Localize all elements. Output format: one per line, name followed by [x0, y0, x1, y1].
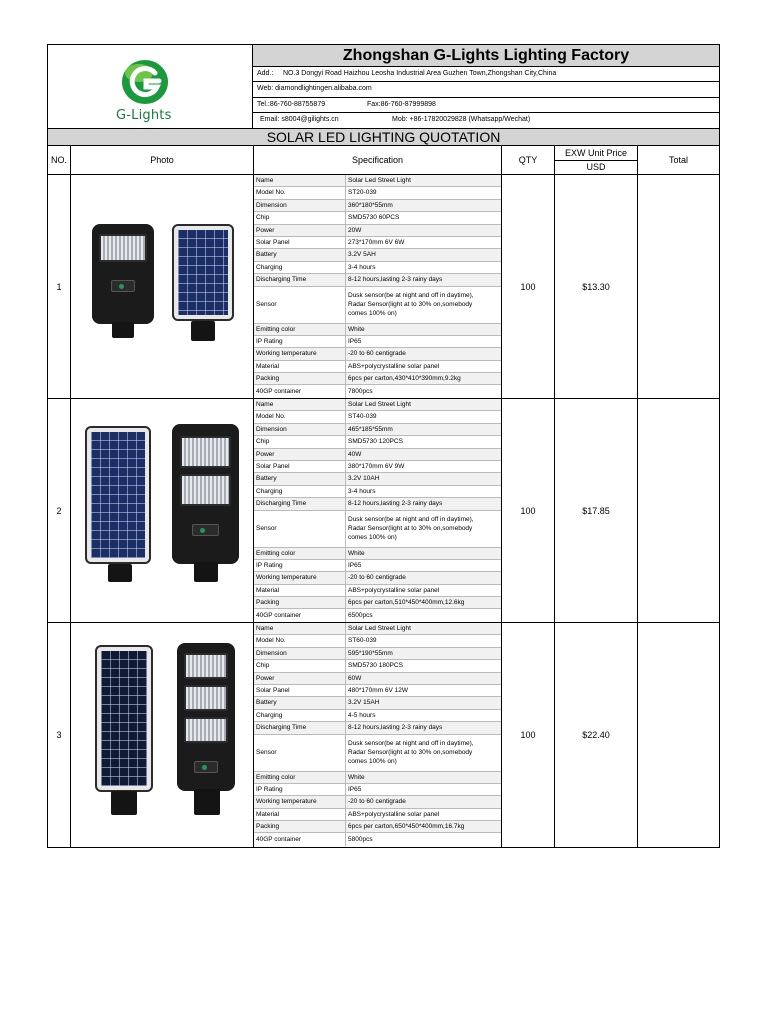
logo-text: G-Lights — [116, 108, 172, 123]
spec-key: Power — [254, 673, 346, 684]
spec-value: Solar Led Street Light — [346, 623, 501, 634]
spec-row — [254, 249, 501, 261]
spec-key: Name — [254, 623, 346, 634]
spec-row — [254, 648, 501, 660]
spec-row — [254, 585, 501, 597]
spec-value: ST40-039 — [346, 411, 501, 422]
spec-row — [254, 385, 501, 397]
spec-row — [254, 809, 501, 821]
spec-value: -20 to 60 centigrade — [346, 796, 501, 807]
email-mob-row — [253, 113, 719, 128]
product-row — [48, 175, 719, 399]
mob-value: Mob: +86-17820029828 (Whatsapp/Wechat) — [392, 115, 531, 123]
g-lights-logo-icon — [121, 59, 169, 105]
spec-key: Emitting color — [254, 324, 346, 335]
col-price-label: EXW Unit Price — [555, 146, 637, 161]
spec-key: Emitting color — [254, 548, 346, 559]
spec-key: 40GP container — [254, 609, 346, 621]
spec-cell — [254, 399, 502, 622]
spec-row — [254, 361, 501, 373]
spec-row — [254, 486, 501, 498]
spec-key: Model No. — [254, 635, 346, 646]
spec-value: White — [346, 324, 501, 335]
spec-key: Model No. — [254, 187, 346, 198]
spec-key: Discharging Time — [254, 722, 346, 733]
product-qty: 100 — [502, 175, 555, 398]
spec-value: SMD5730 60PCS — [346, 212, 501, 223]
spec-key: Chip — [254, 660, 346, 671]
spec-key: Power — [254, 449, 346, 460]
spec-key: IP Rating — [254, 784, 346, 795]
web-value: Web: diamondlightingen.alibaba.com — [257, 85, 372, 93]
spec-value: 360*180*55mm — [346, 200, 501, 211]
mount-bracket-icon — [111, 791, 137, 815]
product-photo — [71, 175, 254, 398]
spec-row — [254, 597, 501, 609]
spec-row — [254, 274, 501, 286]
product-row — [48, 623, 719, 847]
spec-key: Solar Panel — [254, 461, 346, 472]
product-total — [638, 623, 719, 847]
spec-value: 380*170mm 6V 9W — [346, 461, 501, 472]
spec-key: Name — [254, 175, 346, 186]
column-header-row — [48, 146, 719, 175]
solar-panel-icon — [85, 426, 151, 564]
mount-bracket-icon — [112, 322, 134, 338]
spec-value: 8-12 hours,lasting 2-3 rainy days — [346, 274, 501, 285]
spec-key: Packing — [254, 597, 346, 608]
spec-value: SMD5730 120PCS — [346, 436, 501, 447]
spec-key: Sensor — [254, 287, 346, 323]
spec-value: 3.2V 15AH — [346, 697, 501, 708]
col-qty: QTY — [502, 146, 555, 174]
spec-row — [254, 436, 501, 448]
spec-row — [254, 373, 501, 385]
spec-value: 595*190*55mm — [346, 648, 501, 659]
spec-value: Dusk sensor(be at night and off in daytime), Radar Sensor(light at to 30% on,somebody comes 100% on) — [346, 735, 501, 771]
spec-key: Dimension — [254, 200, 346, 211]
company-header — [48, 45, 719, 129]
spec-row — [254, 697, 501, 709]
spec-key: Packing — [254, 821, 346, 832]
spec-key: Discharging Time — [254, 498, 346, 509]
spec-key: Material — [254, 585, 346, 596]
product-row — [48, 399, 719, 623]
spec-value: ST20-039 — [346, 187, 501, 198]
spec-row — [254, 200, 501, 212]
spec-value: White — [346, 772, 501, 783]
address-label: Add.: — [257, 70, 274, 77]
email-value: Email: s8004@gilights.cn — [260, 115, 339, 123]
company-info — [253, 45, 719, 128]
company-name: Zhongshan G-Lights Lighting Factory — [253, 45, 719, 67]
spec-row — [254, 287, 501, 324]
spec-value: 273*170mm 6V 6W — [346, 237, 501, 248]
spec-value: -20 to 60 centigrade — [346, 572, 501, 583]
spec-key: Emitting color — [254, 772, 346, 783]
spec-value: 7800pcs — [346, 385, 501, 397]
logo-cell — [48, 45, 253, 128]
spec-key: Sensor — [254, 511, 346, 547]
spec-row — [254, 796, 501, 808]
spec-row — [254, 511, 501, 548]
spec-value: -20 to 60 centigrade — [346, 348, 501, 359]
spec-key: 40GP container — [254, 833, 346, 845]
spec-value: IP65 — [346, 336, 501, 347]
product-total — [638, 399, 719, 622]
spec-value: 6pcs per carton,650*450*400mm,16.7kg — [346, 821, 501, 832]
spec-row — [254, 175, 501, 187]
mount-bracket-icon — [194, 789, 220, 815]
spec-row — [254, 498, 501, 510]
quotation-sheet — [47, 44, 720, 848]
spec-value: ABS+polycrystalline solar panel — [346, 585, 501, 596]
web-row — [253, 82, 719, 97]
spec-key: Packing — [254, 373, 346, 384]
spec-value: IP65 — [346, 560, 501, 571]
spec-row — [254, 772, 501, 784]
col-photo: Photo — [71, 146, 254, 174]
spec-key: Charging — [254, 710, 346, 721]
product-photo — [71, 623, 254, 847]
spec-row — [254, 735, 501, 772]
spec-key: Material — [254, 361, 346, 372]
product-price: $13.30 — [555, 175, 638, 398]
spec-row — [254, 262, 501, 274]
spec-row — [254, 784, 501, 796]
spec-key: Battery — [254, 697, 346, 708]
spec-table — [254, 623, 501, 846]
spec-row — [254, 623, 501, 635]
spec-value: 6pcs per carton,430*410*390mm,9.2kg — [346, 373, 501, 384]
spec-row — [254, 548, 501, 560]
spec-key: Charging — [254, 486, 346, 497]
spec-row — [254, 461, 501, 473]
spec-row — [254, 560, 501, 572]
col-price — [555, 146, 638, 174]
spec-key: Discharging Time — [254, 274, 346, 285]
mount-bracket-icon — [194, 562, 218, 582]
spec-value: 4-5 hours — [346, 710, 501, 721]
spec-key: Charging — [254, 262, 346, 273]
spec-key: Working temperature — [254, 796, 346, 807]
spec-value: 5800pcs — [346, 833, 501, 845]
tel-fax-row — [253, 98, 719, 113]
spec-value: SMD5730 180PCS — [346, 660, 501, 671]
product-no: 1 — [48, 175, 71, 398]
spec-value: 8-12 hours,lasting 2-3 rainy days — [346, 498, 501, 509]
spec-row — [254, 609, 501, 621]
tel-value: Tel.:86-760-88755879 — [257, 100, 326, 108]
spec-value: ABS+polycrystalline solar panel — [346, 361, 501, 372]
spec-key: Dimension — [254, 648, 346, 659]
product-price: $17.85 — [555, 399, 638, 622]
spec-value: 6500pcs — [346, 609, 501, 621]
spec-row — [254, 187, 501, 199]
spec-key: Battery — [254, 473, 346, 484]
spec-value: 6pcs per carton,510*450*400mm,12.6kg — [346, 597, 501, 608]
spec-value: 8-12 hours,lasting 2-3 rainy days — [346, 722, 501, 733]
lamp-front-icon — [172, 424, 239, 564]
spec-row — [254, 348, 501, 360]
solar-panel-icon — [172, 224, 234, 321]
spec-value: Dusk sensor(be at night and off in daytime), Radar Sensor(light at to 30% on,somebody comes 100% on) — [346, 287, 501, 323]
spec-row — [254, 635, 501, 647]
spec-value: 20W — [346, 225, 501, 236]
address-row — [253, 67, 719, 82]
spec-cell — [254, 175, 502, 398]
spec-value: 40W — [346, 449, 501, 460]
spec-value: 3-4 hours — [346, 486, 501, 497]
spec-value: IP65 — [346, 784, 501, 795]
spec-row — [254, 660, 501, 672]
spec-key: Material — [254, 809, 346, 820]
col-spec: Specification — [254, 146, 502, 174]
fax-value: Fax:86-760-87999898 — [367, 100, 436, 108]
product-total — [638, 175, 719, 398]
spec-key: Model No. — [254, 411, 346, 422]
product-no: 3 — [48, 623, 71, 847]
spec-key: Working temperature — [254, 348, 346, 359]
col-no: NO. — [48, 146, 71, 174]
product-no: 2 — [48, 399, 71, 622]
spec-cell — [254, 623, 502, 847]
spec-value: ABS+polycrystalline solar panel — [346, 809, 501, 820]
spec-value: 3.2V 5AH — [346, 249, 501, 260]
spec-value: 480*170mm 6V 12W — [346, 685, 501, 696]
spec-row — [254, 411, 501, 423]
spec-row — [254, 449, 501, 461]
spec-row — [254, 685, 501, 697]
spec-value: 3-4 hours — [346, 262, 501, 273]
spec-key: Sensor — [254, 735, 346, 771]
spec-row — [254, 673, 501, 685]
spec-key: 40GP container — [254, 385, 346, 397]
col-currency: USD — [586, 162, 606, 172]
lamp-front-icon — [92, 224, 154, 324]
spec-value: ST60-039 — [346, 635, 501, 646]
lamp-front-icon — [177, 643, 235, 791]
mount-bracket-icon — [191, 321, 215, 341]
col-total: Total — [668, 155, 688, 165]
spec-value: 465*185*55mm — [346, 424, 501, 435]
spec-key: Working temperature — [254, 572, 346, 583]
spec-row — [254, 225, 501, 237]
spec-row — [254, 237, 501, 249]
spec-key: Dimension — [254, 424, 346, 435]
spec-row — [254, 324, 501, 336]
spec-value: Solar Led Street Light — [346, 175, 501, 186]
solar-panel-icon — [95, 645, 153, 792]
spec-value: Solar Led Street Light — [346, 399, 501, 410]
spec-key: IP Rating — [254, 336, 346, 347]
spec-key: Power — [254, 225, 346, 236]
spec-row — [254, 336, 501, 348]
spec-key: Name — [254, 399, 346, 410]
product-price: $22.40 — [555, 623, 638, 847]
spec-value: White — [346, 548, 501, 559]
product-qty: 100 — [502, 623, 555, 847]
spec-value: Dusk sensor(be at night and off in daytime), Radar Sensor(light at to 30% on,somebody comes 100% on) — [346, 511, 501, 547]
spec-table — [254, 175, 501, 398]
spec-row — [254, 572, 501, 584]
address-value: NO.3 Dongyi Road Haizhou Leosha Industrial Area Guzhen Town,Zhongshan City,China — [283, 70, 557, 77]
spec-value: 3.2V 10AH — [346, 473, 501, 484]
spec-row — [254, 424, 501, 436]
spec-row — [254, 399, 501, 411]
spec-key: Chip — [254, 212, 346, 223]
spec-row — [254, 212, 501, 224]
spec-row — [254, 473, 501, 485]
spec-value: 60W — [346, 673, 501, 684]
mount-bracket-icon — [108, 564, 132, 582]
quotation-title: SOLAR LED LIGHTING QUOTATION — [48, 129, 719, 146]
spec-key: Solar Panel — [254, 237, 346, 248]
spec-row — [254, 722, 501, 734]
spec-key: IP Rating — [254, 560, 346, 571]
spec-key: Solar Panel — [254, 685, 346, 696]
spec-row — [254, 833, 501, 845]
spec-key: Chip — [254, 436, 346, 447]
spec-row — [254, 821, 501, 833]
spec-row — [254, 710, 501, 722]
product-qty: 100 — [502, 399, 555, 622]
product-photo — [71, 399, 254, 622]
spec-key: Battery — [254, 249, 346, 260]
spec-table — [254, 399, 501, 622]
